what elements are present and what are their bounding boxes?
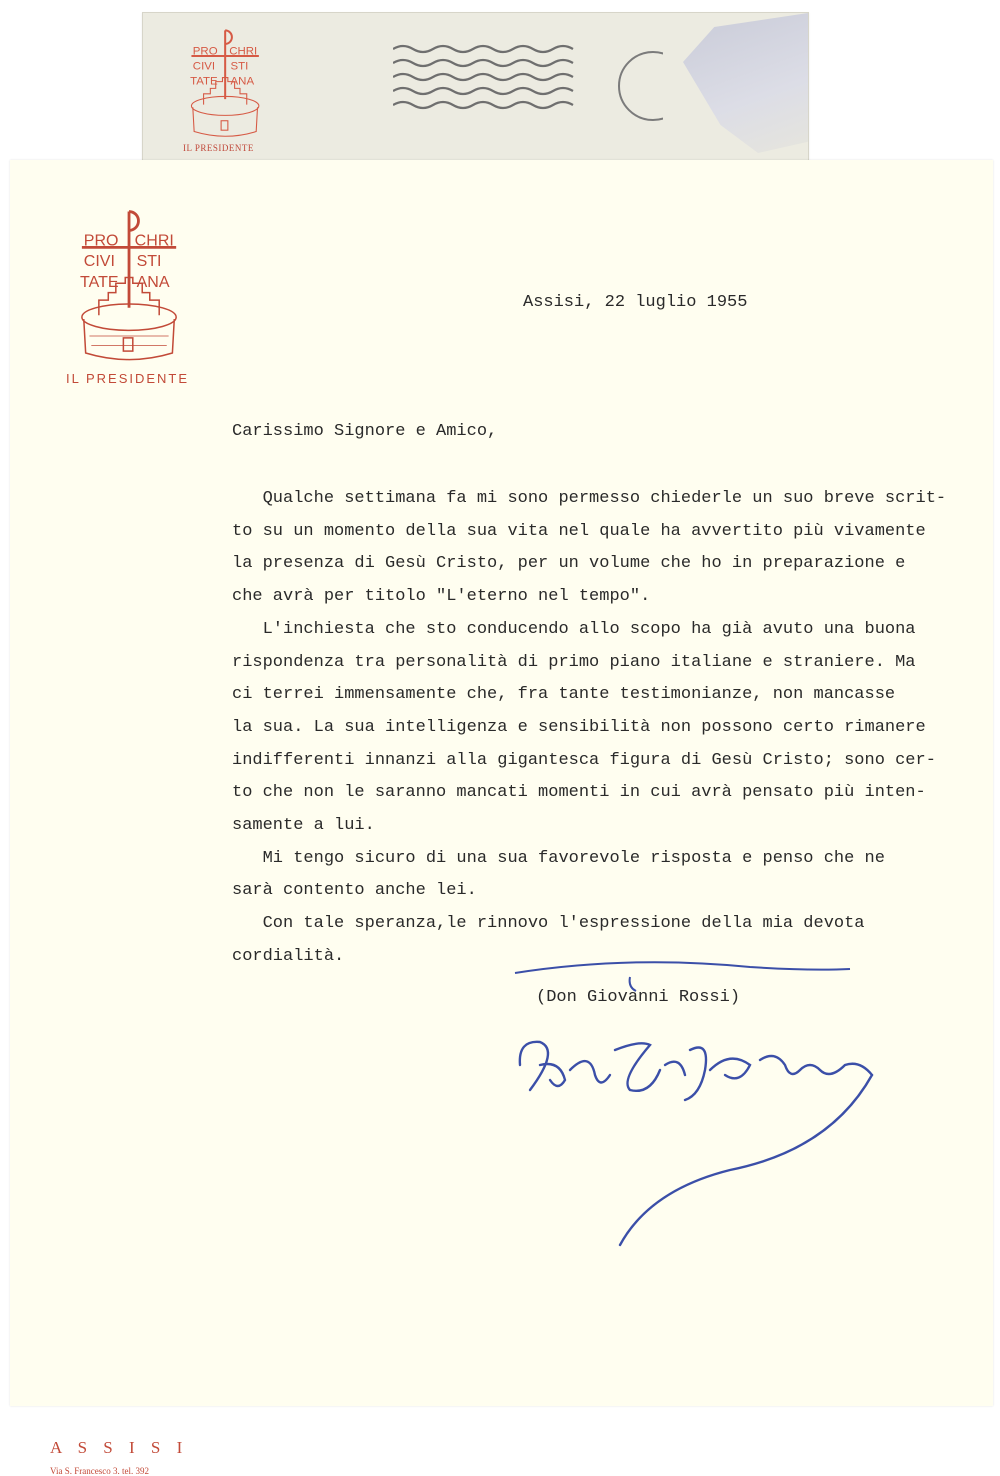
letter-body: Qualche settimana fa mi sono permesso chiederle un suo breve scrit- to su un momento della sua vita nel quale ha avvertito più vivamente la presenza di Gesù Cristo, per un volume che ho in preparazione e che avrà per titolo "L'eterno nel tempo". L'inchiesta che sto conducendo allo scopo ha già avuto una buona rispondenza tra personalità di primo piano italiane e straniere. Ma ci terrei immensamente che, fra tante testimonianze, non mancasse la sua. La sua intelligenza e sensibilità non possono certo rimanere indifferenti innanzi alla gigantesca figura di Gesù Cristo; sono cer- to che non le saranno mancati momenti in cui avrà pensato più inten- samente a lui. Mi tengo sicuro di una sua favorevole risposta e penso che ne sarà contento anche lei. Con tale speranza,le rinnovo l'espressione della mia devota cordialità. xyxy=(232,489,947,966)
envelope xyxy=(142,12,809,174)
svg-text:TATE: TATE xyxy=(80,272,119,291)
svg-text:ANA: ANA xyxy=(136,272,170,291)
letterhead-title: IL PRESIDENTE xyxy=(66,371,190,386)
footer-address: Via S. Francesco 3. tel. 392 xyxy=(50,1466,149,1476)
svg-text:STI: STI xyxy=(230,60,249,73)
svg-text:STI: STI xyxy=(136,252,162,271)
footer-city: A S S I S I xyxy=(50,1438,189,1457)
letter-salutation: Carissimo Signore e Amico, xyxy=(232,422,498,441)
svg-text:CIVI: CIVI xyxy=(83,252,115,271)
envelope-caption: IL PRESIDENTE xyxy=(183,143,254,153)
svg-text:CHRI: CHRI xyxy=(229,45,258,58)
signatory-name: (Don Giovanni Rossi) xyxy=(536,988,741,1007)
letterhead-logo xyxy=(67,204,192,374)
handwritten-signature xyxy=(500,1020,910,1255)
envelope-logo xyxy=(183,25,268,148)
postmark-cancellation xyxy=(393,41,663,136)
svg-text:PRO: PRO xyxy=(192,45,218,58)
footer-block xyxy=(50,1438,188,1476)
letter-date: Assisi, 22 luglio 1955 xyxy=(523,293,748,312)
svg-text:TATE: TATE xyxy=(190,75,218,88)
letter-sheet xyxy=(10,160,993,1476)
svg-text:ANA: ANA xyxy=(230,75,255,88)
svg-text:PRO: PRO xyxy=(83,231,119,250)
torn-envelope-flap xyxy=(683,13,808,153)
svg-text:CIVI: CIVI xyxy=(192,60,216,73)
svg-text:CHRI: CHRI xyxy=(134,231,174,250)
